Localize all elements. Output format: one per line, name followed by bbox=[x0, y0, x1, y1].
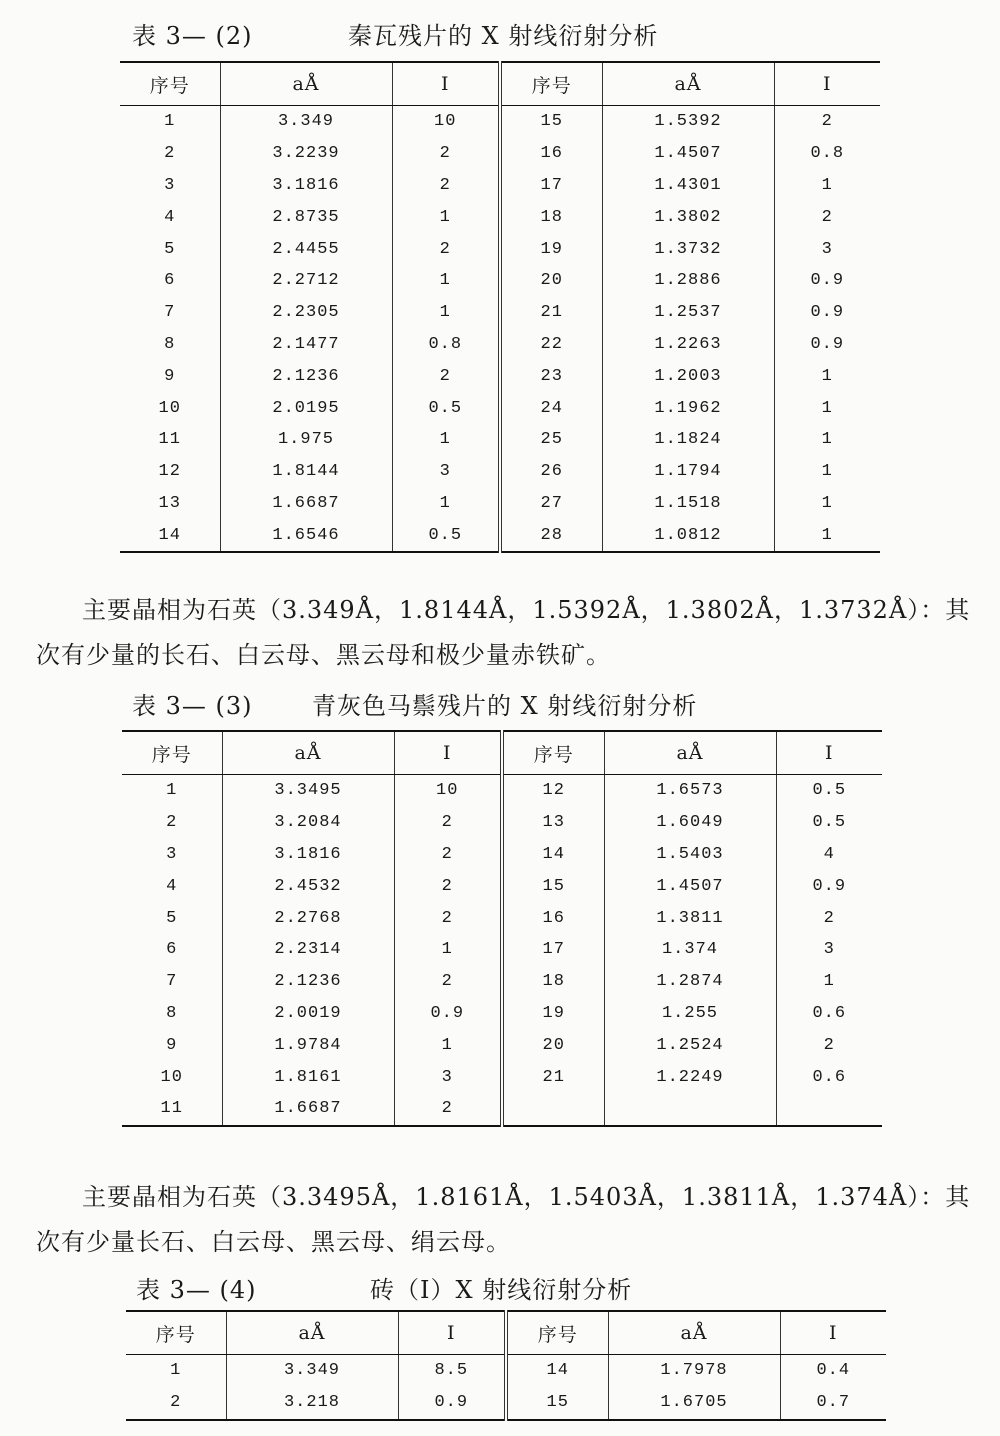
table-row bbox=[120, 488, 880, 520]
xrd-table-3 bbox=[122, 730, 882, 1127]
intensity-value: 0.7 bbox=[780, 1387, 886, 1420]
intensity-value bbox=[776, 1093, 882, 1126]
intensity-value: 1 bbox=[774, 456, 880, 488]
column-header: 序号 bbox=[120, 62, 220, 106]
spacing-value: 2.1477 bbox=[220, 329, 392, 361]
intensity-value: 1 bbox=[776, 966, 882, 998]
row-index: 14 bbox=[502, 839, 604, 871]
table-row bbox=[122, 1061, 882, 1093]
row-index: 20 bbox=[502, 1029, 604, 1061]
intensity-value: 0.9 bbox=[774, 265, 880, 297]
column-header: 序号 bbox=[122, 731, 222, 775]
table-caption-title: 秦瓦残片的 X 射线衍射分析 bbox=[348, 22, 659, 50]
table-row bbox=[122, 839, 882, 871]
spacing-value: 3.1816 bbox=[222, 839, 394, 871]
intensity-value: 0.9 bbox=[394, 998, 502, 1030]
paragraph-phase-summary-1: 主要晶相为石英（3.349Å，1.8144Å，1.5392Å，1.3802Å，1.3732Å）：其次有少量的长石、白云母、黑云母和极少量赤铁矿。 bbox=[36, 596, 971, 669]
row-index: 2 bbox=[164, 144, 176, 164]
spacing-value: 1.2886 bbox=[602, 265, 774, 297]
row-index: 5 bbox=[166, 908, 178, 928]
column-header: I bbox=[780, 1311, 886, 1355]
row-index: 6 bbox=[164, 271, 176, 291]
column-header: 序号 bbox=[506, 1311, 608, 1355]
spacing-value: 1.9784 bbox=[222, 1029, 394, 1061]
table-caption-title: 砖（I）X 射线衍射分析 bbox=[370, 1276, 633, 1304]
row-index: 1 bbox=[166, 781, 178, 801]
spacing-value: 1.1518 bbox=[602, 488, 774, 520]
table-caption-number: 表 3— (2) bbox=[132, 22, 253, 50]
row-index: 23 bbox=[500, 360, 602, 392]
column-header: aÅ bbox=[602, 62, 774, 106]
row-index: 14 bbox=[120, 519, 220, 552]
row-index: 28 bbox=[500, 519, 602, 552]
spacing-value: 2.2314 bbox=[222, 934, 394, 966]
intensity-value: 1 bbox=[774, 519, 880, 552]
intensity-value: 0.4 bbox=[780, 1355, 886, 1387]
column-header: I bbox=[398, 1311, 506, 1355]
table-row bbox=[120, 233, 880, 265]
spacing-value: 1.2263 bbox=[602, 329, 774, 361]
column-header: 序号 bbox=[126, 1311, 226, 1355]
spacing-value: 3.218 bbox=[226, 1387, 398, 1420]
intensity-value: 2 bbox=[392, 170, 500, 202]
spacing-value: 2.1236 bbox=[222, 966, 394, 998]
row-index: 3 bbox=[164, 175, 176, 195]
column-header: I bbox=[394, 731, 502, 775]
intensity-value: 1 bbox=[392, 265, 500, 297]
intensity-value: 2 bbox=[774, 201, 880, 233]
intensity-value: 0.6 bbox=[776, 1061, 882, 1093]
column-header: aÅ bbox=[604, 731, 776, 775]
intensity-value: 2 bbox=[394, 902, 502, 934]
row-index: 2 bbox=[126, 1387, 226, 1420]
row-index: 21 bbox=[500, 297, 602, 329]
table-row bbox=[120, 265, 880, 297]
row-index: 20 bbox=[500, 265, 602, 297]
table-header-row bbox=[126, 1311, 886, 1355]
spacing-value: 1.2537 bbox=[602, 297, 774, 329]
row-index: 12 bbox=[502, 775, 604, 807]
row-index: 17 bbox=[500, 170, 602, 202]
table-row bbox=[120, 170, 880, 202]
row-index: 19 bbox=[500, 233, 602, 265]
spacing-value: 1.975 bbox=[220, 424, 392, 456]
row-index: 17 bbox=[502, 934, 604, 966]
intensity-value: 2 bbox=[394, 839, 502, 871]
row-index: 1 bbox=[164, 112, 176, 132]
intensity-value: 1 bbox=[392, 424, 500, 456]
intensity-value: 0.9 bbox=[776, 870, 882, 902]
intensity-value: 2 bbox=[776, 1029, 882, 1061]
spacing-value: 2.2305 bbox=[220, 297, 392, 329]
row-index: 7 bbox=[164, 303, 176, 323]
spacing-value: 1.2003 bbox=[602, 360, 774, 392]
intensity-value: 2 bbox=[392, 233, 500, 265]
spacing-value: 3.2084 bbox=[222, 807, 394, 839]
table-row bbox=[126, 1387, 886, 1420]
spacing-value: 1.374 bbox=[604, 934, 776, 966]
row-index: 9 bbox=[166, 1035, 178, 1055]
spacing-value: 1.1794 bbox=[602, 456, 774, 488]
spacing-value: 1.3811 bbox=[604, 902, 776, 934]
intensity-value: 2 bbox=[394, 966, 502, 998]
row-index: 21 bbox=[502, 1061, 604, 1093]
row-index: 1 bbox=[170, 1361, 182, 1381]
table-row bbox=[122, 934, 882, 966]
table-row bbox=[122, 807, 882, 839]
intensity-value: 1 bbox=[774, 392, 880, 424]
spacing-value: 3.2239 bbox=[220, 138, 392, 170]
spacing-value: 3.349 bbox=[226, 1355, 398, 1387]
intensity-value: 2 bbox=[774, 106, 880, 138]
intensity-value: 1 bbox=[394, 1029, 502, 1061]
intensity-value: 4 bbox=[776, 839, 882, 871]
spacing-value: 1.4507 bbox=[604, 870, 776, 902]
xrd-table-4 bbox=[126, 1310, 886, 1421]
spacing-value: 1.0812 bbox=[602, 519, 774, 552]
row-index: 15 bbox=[500, 106, 602, 138]
xrd-table-2 bbox=[120, 61, 880, 553]
row-index: 2 bbox=[166, 813, 178, 833]
table-row bbox=[122, 870, 882, 902]
intensity-value: 0.5 bbox=[776, 775, 882, 807]
spacing-value: 1.6546 bbox=[220, 519, 392, 552]
table-row bbox=[120, 106, 880, 138]
row-index: 16 bbox=[502, 902, 604, 934]
row-index: 15 bbox=[502, 870, 604, 902]
spacing-value: 1.3802 bbox=[602, 201, 774, 233]
intensity-value: 1 bbox=[774, 360, 880, 392]
row-index: 5 bbox=[164, 239, 176, 259]
intensity-value: 0.6 bbox=[776, 998, 882, 1030]
column-header: I bbox=[774, 62, 880, 106]
row-index: 3 bbox=[166, 844, 178, 864]
row-index: 7 bbox=[166, 972, 178, 992]
spacing-value: 2.2768 bbox=[222, 902, 394, 934]
intensity-value: 3 bbox=[394, 1061, 502, 1093]
spacing-value: 1.6687 bbox=[220, 488, 392, 520]
row-index: 18 bbox=[502, 966, 604, 998]
intensity-value: 2 bbox=[394, 870, 502, 902]
intensity-value: 2 bbox=[776, 902, 882, 934]
table-row bbox=[120, 360, 880, 392]
table-row bbox=[120, 138, 880, 170]
row-index: 4 bbox=[166, 876, 178, 896]
row-index: 11 bbox=[122, 1093, 222, 1126]
row-index: 11 bbox=[158, 430, 181, 450]
column-header: 序号 bbox=[502, 731, 604, 775]
row-index: 6 bbox=[166, 940, 178, 960]
table-caption-number: 表 3— (4) bbox=[136, 1276, 257, 1304]
table-row bbox=[120, 519, 880, 552]
table-row bbox=[122, 1029, 882, 1061]
row-index: 27 bbox=[500, 488, 602, 520]
intensity-value: 0.5 bbox=[392, 392, 500, 424]
spacing-value: 1.255 bbox=[604, 998, 776, 1030]
row-index: 15 bbox=[506, 1387, 608, 1420]
row-index: 10 bbox=[158, 398, 181, 418]
spacing-value: 1.2249 bbox=[604, 1061, 776, 1093]
spacing-value: 2.2712 bbox=[220, 265, 392, 297]
intensity-value: 0.9 bbox=[774, 297, 880, 329]
spacing-value: 2.0195 bbox=[220, 392, 392, 424]
row-index: 16 bbox=[500, 138, 602, 170]
column-header: aÅ bbox=[226, 1311, 398, 1355]
column-header: I bbox=[776, 731, 882, 775]
spacing-value: 1.6705 bbox=[608, 1387, 780, 1420]
spacing-value: 1.2524 bbox=[604, 1029, 776, 1061]
spacing-value: 3.3495 bbox=[222, 775, 394, 807]
table-header-row bbox=[120, 62, 880, 106]
row-index: 9 bbox=[164, 366, 176, 386]
table-row bbox=[120, 424, 880, 456]
intensity-value: 1 bbox=[392, 488, 500, 520]
intensity-value: 0.9 bbox=[398, 1387, 506, 1420]
intensity-value: 2 bbox=[394, 807, 502, 839]
intensity-value: 3 bbox=[392, 456, 500, 488]
row-index: 18 bbox=[500, 201, 602, 233]
row-index: 22 bbox=[500, 329, 602, 361]
table-row bbox=[122, 966, 882, 998]
intensity-value: 1 bbox=[774, 488, 880, 520]
table-row bbox=[120, 329, 880, 361]
row-index bbox=[502, 1093, 604, 1126]
spacing-value bbox=[604, 1093, 776, 1126]
intensity-value: 3 bbox=[774, 233, 880, 265]
intensity-value: 10 bbox=[394, 775, 502, 807]
column-header: I bbox=[392, 62, 500, 106]
row-index: 8 bbox=[164, 334, 176, 354]
row-index: 19 bbox=[502, 998, 604, 1030]
spacing-value: 1.5403 bbox=[604, 839, 776, 871]
table-row bbox=[120, 392, 880, 424]
spacing-value: 3.1816 bbox=[220, 170, 392, 202]
spacing-value: 2.8735 bbox=[220, 201, 392, 233]
intensity-value: 1 bbox=[394, 934, 502, 966]
spacing-value: 3.349 bbox=[220, 106, 392, 138]
intensity-value: 2 bbox=[394, 1093, 502, 1126]
intensity-value: 2 bbox=[392, 360, 500, 392]
table-row bbox=[122, 998, 882, 1030]
table-header-row bbox=[122, 731, 882, 775]
spacing-value: 1.6573 bbox=[604, 775, 776, 807]
intensity-value: 1 bbox=[774, 170, 880, 202]
spacing-value: 1.8161 bbox=[222, 1061, 394, 1093]
intensity-value: 1 bbox=[392, 297, 500, 329]
row-index: 25 bbox=[500, 424, 602, 456]
row-index: 13 bbox=[158, 493, 181, 513]
spacing-value: 2.4532 bbox=[222, 870, 394, 902]
spacing-value: 1.2874 bbox=[604, 966, 776, 998]
row-index: 13 bbox=[502, 807, 604, 839]
intensity-value: 0.5 bbox=[776, 807, 882, 839]
spacing-value: 1.1824 bbox=[602, 424, 774, 456]
table-row bbox=[122, 902, 882, 934]
row-index: 8 bbox=[166, 1003, 178, 1023]
column-header: aÅ bbox=[222, 731, 394, 775]
spacing-value: 1.4301 bbox=[602, 170, 774, 202]
table-row bbox=[120, 456, 880, 488]
table-row bbox=[126, 1355, 886, 1387]
intensity-value: 0.9 bbox=[774, 329, 880, 361]
table-row bbox=[120, 201, 880, 233]
row-index: 14 bbox=[506, 1355, 608, 1387]
spacing-value: 2.4455 bbox=[220, 233, 392, 265]
intensity-value: 1 bbox=[392, 201, 500, 233]
column-header: aÅ bbox=[608, 1311, 780, 1355]
spacing-value: 1.7978 bbox=[608, 1355, 780, 1387]
spacing-value: 2.1236 bbox=[220, 360, 392, 392]
table-caption-title: 青灰色马鬃残片的 X 射线衍射分析 bbox=[312, 692, 698, 720]
spacing-value: 1.5392 bbox=[602, 106, 774, 138]
intensity-value: 1 bbox=[774, 424, 880, 456]
paragraph-phase-summary-2: 主要晶相为石英（3.3495Å，1.8161Å，1.5403Å，1.3811Å，1.374Å）：其次有少量长石、白云母、黑云母、绢云母。 bbox=[36, 1183, 971, 1256]
row-index: 12 bbox=[158, 462, 181, 482]
spacing-value: 1.3732 bbox=[602, 233, 774, 265]
row-index: 10 bbox=[160, 1067, 183, 1087]
spacing-value: 2.0019 bbox=[222, 998, 394, 1030]
intensity-value: 0.8 bbox=[392, 329, 500, 361]
table-caption-number: 表 3— (3) bbox=[132, 692, 253, 720]
spacing-value: 1.6687 bbox=[222, 1093, 394, 1126]
column-header: 序号 bbox=[500, 62, 602, 106]
spacing-value: 1.6049 bbox=[604, 807, 776, 839]
row-index: 4 bbox=[164, 207, 176, 227]
spacing-value: 1.8144 bbox=[220, 456, 392, 488]
row-index: 24 bbox=[500, 392, 602, 424]
spacing-value: 1.1962 bbox=[602, 392, 774, 424]
intensity-value: 0.5 bbox=[392, 519, 500, 552]
table-row bbox=[120, 297, 880, 329]
intensity-value: 2 bbox=[392, 138, 500, 170]
intensity-value: 10 bbox=[392, 106, 500, 138]
intensity-value: 0.8 bbox=[774, 138, 880, 170]
intensity-value: 8.5 bbox=[398, 1355, 506, 1387]
column-header: aÅ bbox=[220, 62, 392, 106]
intensity-value: 3 bbox=[776, 934, 882, 966]
table-row bbox=[122, 1093, 882, 1126]
spacing-value: 1.4507 bbox=[602, 138, 774, 170]
table-row bbox=[122, 775, 882, 807]
row-index: 26 bbox=[500, 456, 602, 488]
